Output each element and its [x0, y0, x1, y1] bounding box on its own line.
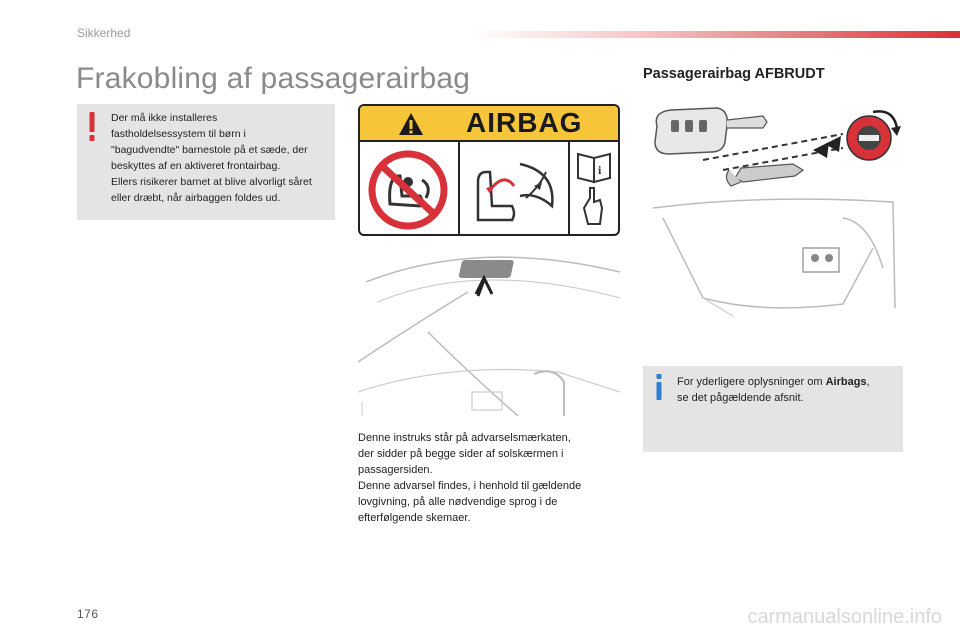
info-line: se det pågældende afsnit.: [677, 392, 804, 404]
warning-text: [111, 110, 331, 206]
manual-book-icon: [570, 142, 620, 236]
key-icon: [655, 108, 767, 154]
airbag-warning-label: [358, 104, 620, 236]
warning-line: fastholdelsessystem til børn i: [111, 128, 246, 140]
warning-line: Der må ikke installeres: [111, 112, 218, 124]
label-pictograms: [360, 140, 618, 236]
glovebox-switch-illustration: [643, 98, 905, 328]
sun-visor-illustration: [358, 242, 620, 416]
warning-line: beskyttes af en aktiveret frontairbag.: [111, 160, 281, 172]
instruction-text: [358, 430, 628, 526]
warning-line: eller dræbt, når airbaggen foldes ud.: [111, 192, 281, 204]
no-rear-facing-seat-cell: [360, 142, 460, 236]
warning-line: "bagudvendte" barnestole på et sæde, der: [111, 144, 308, 156]
airbag-banner-text: AIRBAG: [466, 107, 583, 138]
read-manual-cell: [570, 142, 620, 236]
airbag-deploy-cell: [460, 142, 570, 236]
airbag-banner: [360, 106, 618, 140]
info-prefix: For yderligere oplysninger om: [677, 376, 826, 388]
info-box: [643, 366, 903, 452]
info-suffix: ,: [866, 376, 870, 388]
instruction-line: Denne advarsel findes, i henhold til gældende: [358, 480, 582, 492]
watermark: carmanualsonline.info: [747, 606, 942, 628]
page-number: 176: [77, 607, 99, 621]
info-link-airbags: Airbags: [825, 376, 867, 388]
section-heading: Passagerairbag AFBRUDT: [643, 66, 825, 82]
instruction-line: efterfølgende skemaer.: [358, 512, 471, 524]
instruction-line: der sidder på begge sider af solskærmen i: [358, 448, 564, 460]
info-text: [677, 374, 899, 406]
info-icon: [654, 374, 664, 400]
caution-triangle-icon: [398, 112, 424, 136]
warning-box: [77, 104, 335, 220]
warning-line: Ellers risikerer barnet at blive alvorligt såret: [111, 176, 312, 188]
no-child-seat-icon: [360, 142, 460, 236]
airbag-deploy-icon: [460, 142, 570, 236]
instruction-line: lovgivning, på alle nødvendige sprog i de: [358, 496, 558, 508]
instruction-line: passagersiden.: [358, 464, 433, 476]
section-label: Sikkerhed: [77, 26, 131, 40]
instruction-line: Denne instruks står på advarselsmærkaten,: [358, 432, 571, 444]
svg-text:i: i: [598, 163, 602, 177]
header-rule: [470, 31, 960, 38]
exclamation-icon: [87, 112, 97, 142]
page-title: Frakobling af passagerairbag: [76, 62, 471, 95]
